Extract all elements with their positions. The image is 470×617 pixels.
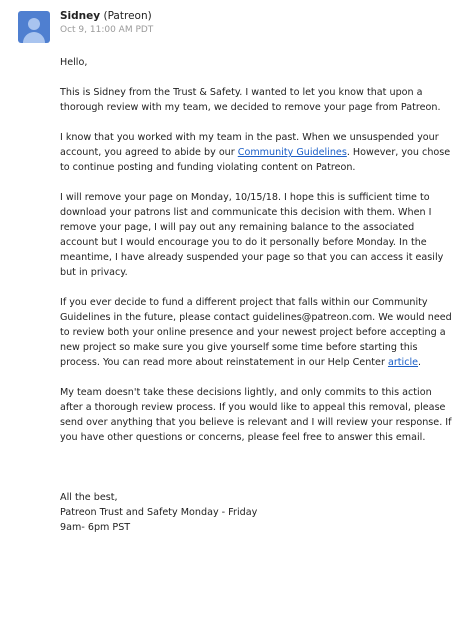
paragraph-4-text-before: If you ever decide to fund a different project that falls within our Community Guidelines in the future, please contact guidelines@patreon.com. We would need to review both your online presence and your newest project before accepting a new project so make sure you give yourself some time before starting this process. You can read more about reinstatement in our Help Center	[60, 297, 452, 368]
message-header	[60, 9, 460, 37]
paragraph-3: I will remove your page on Monday, 10/15/18. I hope this is sufficient time to download your patrons list and communicate this decision with them. When I remove your page, I will pay out any remaining balance to the associated account but I would encourage you to do it personally before Monday. In the meantime, I have already suspended your page so that you can access it easily but in privacy.	[60, 192, 444, 278]
paragraph-1: This is Sidney from the Trust & Safety. I wanted to let you know that upon a thorough review with my team, we decided to remove your page from Patreon.	[60, 87, 441, 113]
paragraph-5: My team doesn't take these decisions lightly, and only commits to this action after a thorough review process. If you would like to appeal this removal, please send over anything that you believe is relevant and I will review your response. If you have other questions or concerns, please feel free to answer this email.	[60, 387, 452, 443]
signature-team: Patreon Trust and Safety Monday - Friday	[60, 507, 258, 518]
message-timestamp: Oct 9, 11:00 AM PDT	[60, 25, 154, 35]
sender-line	[60, 9, 460, 23]
paragraph-2-text-before: I know that you worked with my team in the past. When we unsuspended your account, you agreed to abide by our	[60, 132, 439, 158]
paragraph-2-text-after: . However, you chose to continue posting and funding violating content on Patreon.	[60, 147, 451, 173]
signature-hours: 9am- 6pm PST	[60, 522, 131, 533]
signature	[60, 490, 455, 535]
message-body	[60, 55, 455, 550]
sender-org: (Patreon)	[103, 10, 152, 22]
avatar-head	[28, 18, 40, 30]
signature-closing: All the best,	[60, 492, 118, 503]
paragraph-2	[60, 130, 455, 175]
sender-name[interactable]: Sidney	[60, 10, 101, 22]
sender-avatar-icon[interactable]	[18, 11, 50, 43]
help-center-article-link[interactable]: article	[387, 357, 419, 368]
community-guidelines-link[interactable]: Community Guidelines	[237, 147, 347, 158]
avatar-shoulders	[23, 32, 45, 43]
paragraph-4-text-after: .	[418, 357, 422, 368]
greeting: Hello,	[60, 57, 88, 68]
paragraph-4	[60, 295, 455, 370]
